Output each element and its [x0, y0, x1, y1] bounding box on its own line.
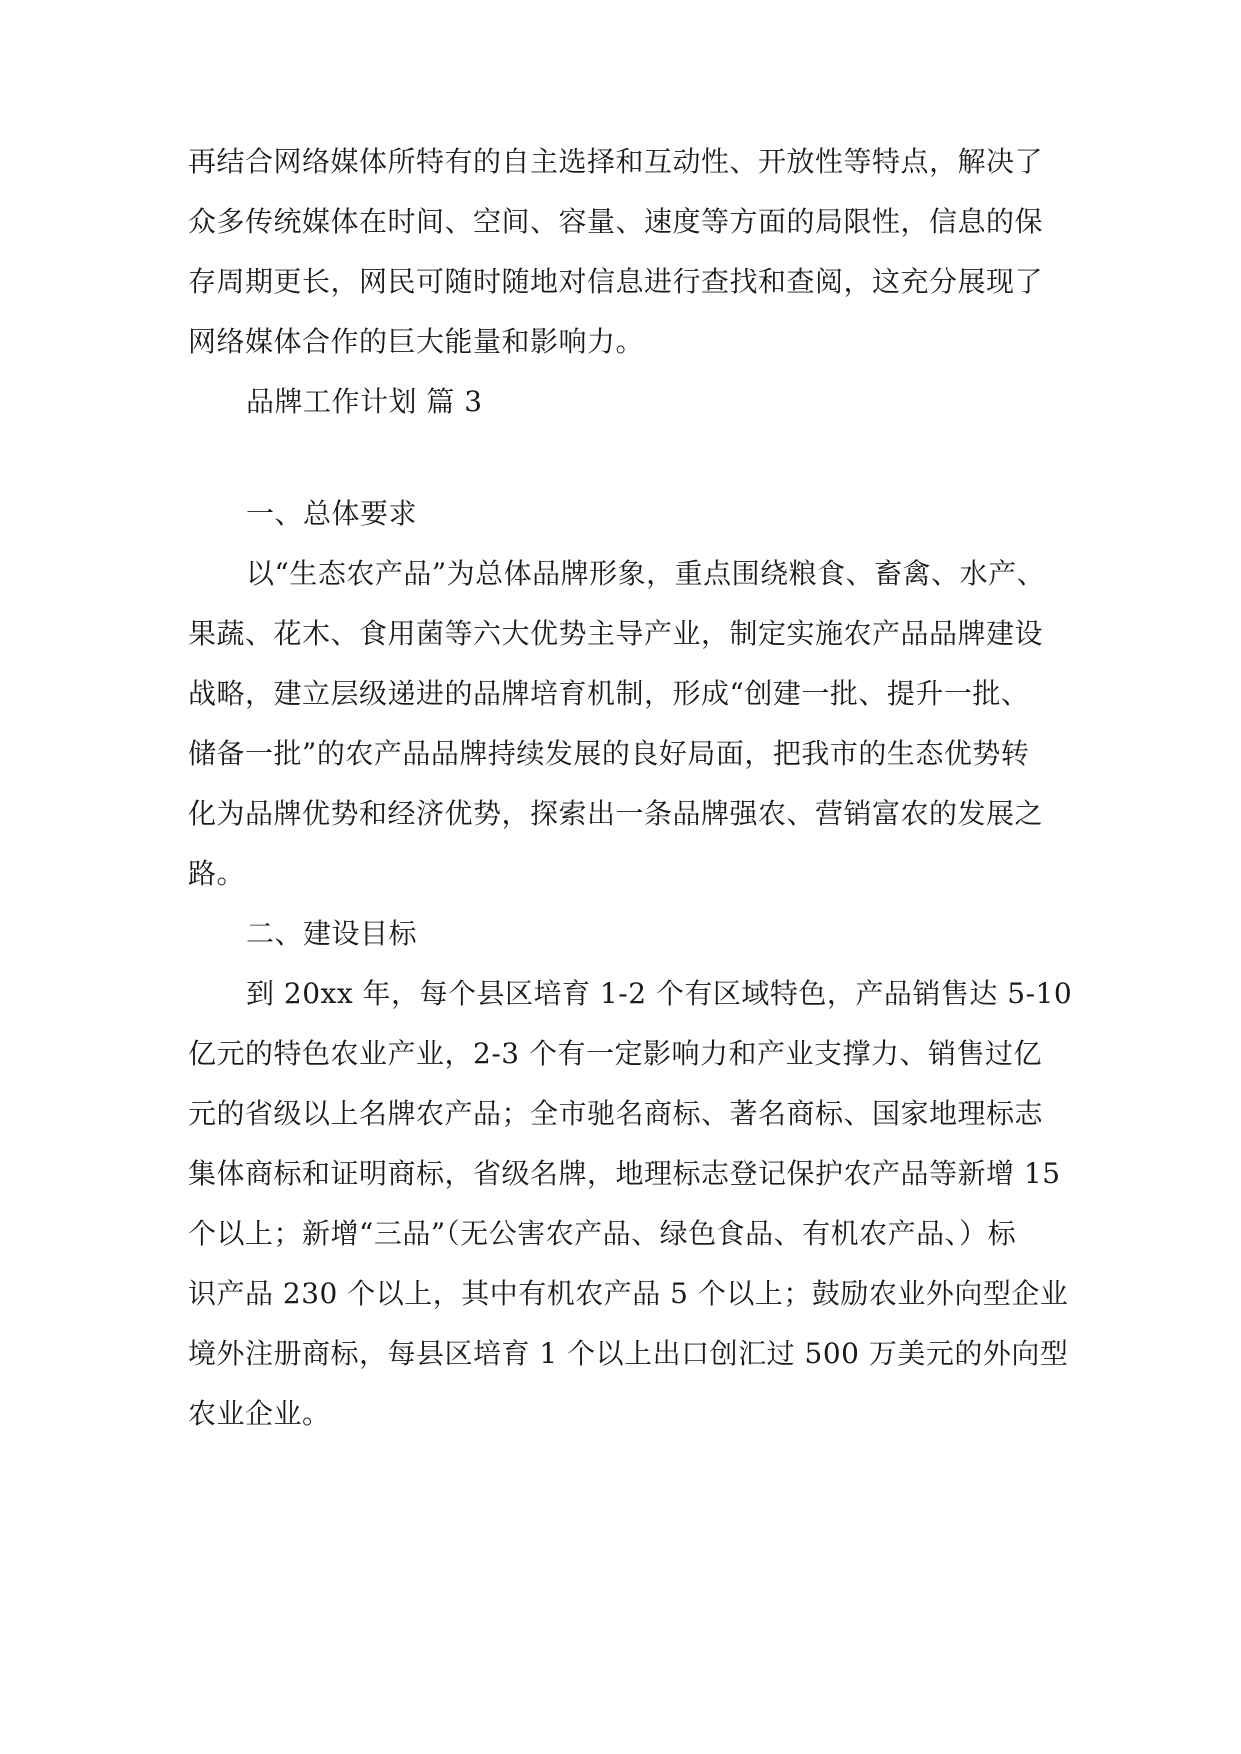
paragraph-line: 亿元的特色农业产业，2-3 个有一定影响力和产业支撑力、销售过亿 [188, 1037, 1042, 1070]
paragraph-line: 境外注册商标，每县区培育 1 个以上出口创汇过 500 万美元的外向型 [188, 1337, 1069, 1370]
paragraph-line: 网络媒体合作的巨大能量和影响力。 [188, 325, 645, 358]
heading-overall-requirements: 一、总体要求 [246, 497, 418, 530]
paragraph-line: 以“生态农产品”为总体品牌形象，重点围绕粮食、畜禽、水产、 [246, 557, 1046, 590]
heading-construction-goals: 二、建设目标 [246, 917, 418, 950]
paragraph-line: 元的省级以上名牌农产品；全市驰名商标、著名商标、国家地理标志 [188, 1097, 1044, 1130]
paragraph-line: 众多传统媒体在时间、空间、容量、速度等方面的局限性，信息的保 [188, 205, 1044, 238]
paragraph-line: 个以上；新增“三品”（无公害农产品、绿色食品、有机农产品、）标 [188, 1217, 1017, 1250]
paragraph-line: 存周期更长，网民可随时随地对信息进行查找和查阅，这充分展现了 [188, 265, 1044, 298]
paragraph-line: 农业企业。 [188, 1397, 331, 1430]
paragraph-line: 路。 [188, 857, 246, 890]
paragraph-line: 果蔬、花木、食用菌等六大优势主导产业，制定实施农产品品牌建设 [188, 617, 1044, 650]
paragraph-line: 战略，建立层级递进的品牌培育机制，形成“创建一批、提升一批、 [188, 677, 1030, 710]
section-title: 品牌工作计划 篇 3 [246, 385, 483, 418]
paragraph-line: 化为品牌优势和经济优势，探索出一条品牌强农、营销富农的发展之 [188, 797, 1044, 830]
paragraph-line: 储备一批”的农产品品牌持续发展的良好局面，把我市的生态优势转 [188, 737, 1030, 770]
paragraph-line: 到 20xx 年，每个县区培育 1-2 个有区域特色，产品销售达 5-10 [246, 977, 1073, 1010]
paragraph-line: 集体商标和证明商标，省级名牌，地理标志登记保护农产品等新增 15 [188, 1157, 1061, 1190]
paragraph-line: 再结合网络媒体所特有的自主选择和互动性、开放性等特点，解决了 [188, 145, 1044, 178]
paragraph-line: 识产品 230 个以上，其中有机农产品 5 个以上；鼓励农业外向型企业 [188, 1277, 1069, 1310]
